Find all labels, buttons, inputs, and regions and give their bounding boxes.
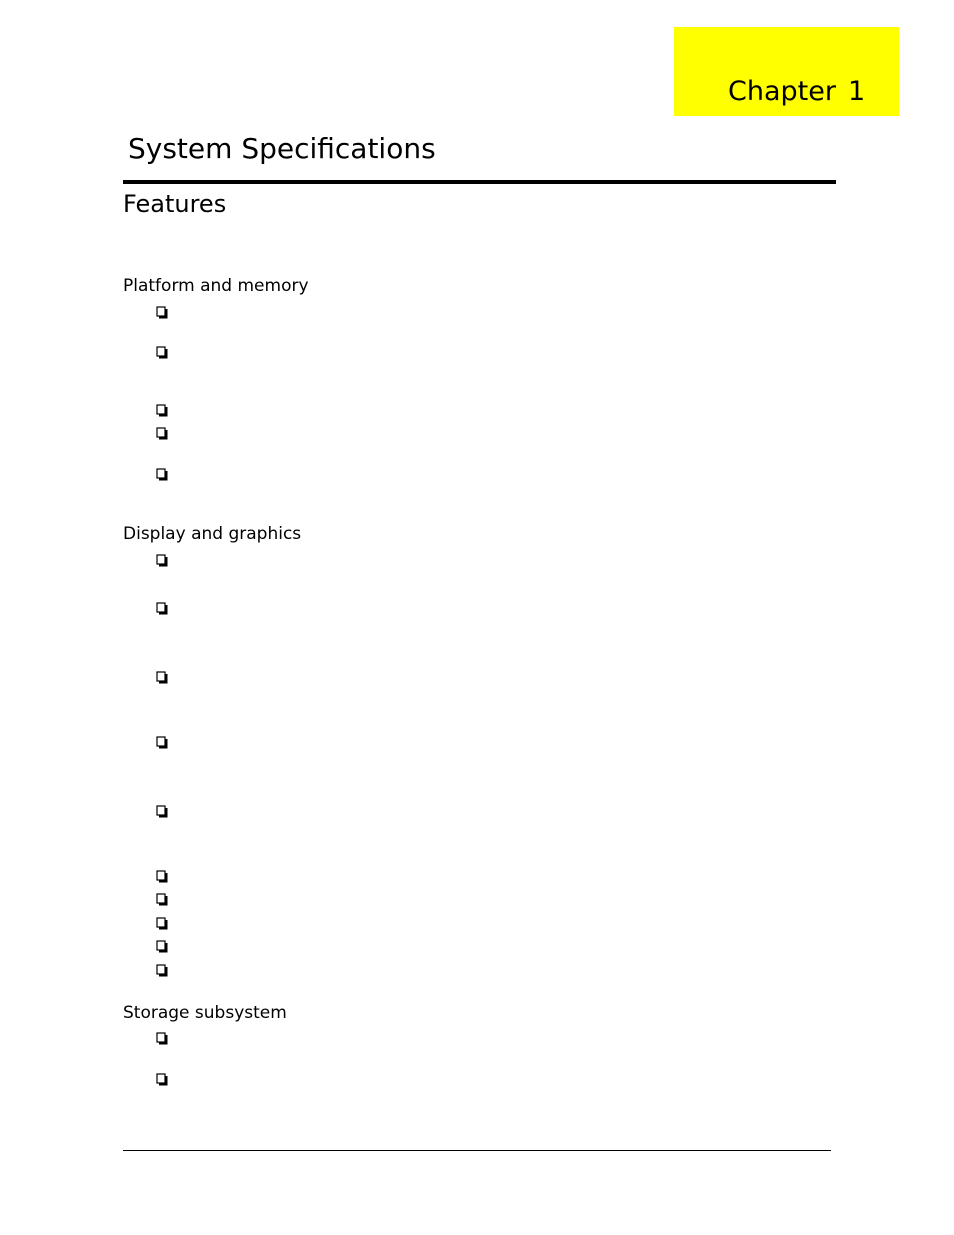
section-heading-features: Features xyxy=(123,190,227,218)
checkbox-bullet-icon xyxy=(156,940,168,954)
footer-rule xyxy=(123,1150,831,1151)
checkbox-bullet-icon xyxy=(156,964,168,978)
checkbox-bullet-icon xyxy=(156,346,168,360)
checkbox-bullet-icon xyxy=(156,736,168,750)
checkbox-bullet-icon xyxy=(156,468,168,482)
checkbox-bullet-icon xyxy=(156,805,168,819)
subheading-storage-subsystem: Storage subsystem xyxy=(123,1003,287,1023)
checkbox-bullet-icon xyxy=(156,917,168,931)
checkbox-bullet-icon xyxy=(156,870,168,884)
chapter-number: 1 xyxy=(847,76,866,107)
title-rule xyxy=(123,180,836,184)
checkbox-bullet-icon xyxy=(156,306,168,320)
checkbox-bullet-icon xyxy=(156,671,168,685)
page-title: System Specifications xyxy=(128,132,436,165)
chapter-label xyxy=(728,74,865,110)
checkbox-bullet-icon xyxy=(156,1032,168,1046)
subheading-platform-memory: Platform and memory xyxy=(123,276,309,296)
checkbox-bullet-icon xyxy=(156,427,168,441)
checkbox-bullet-icon xyxy=(156,602,168,616)
checkbox-bullet-icon xyxy=(156,893,168,907)
chapter-word: Chapter xyxy=(728,76,836,107)
subheading-display-graphics: Display and graphics xyxy=(123,524,302,544)
checkbox-bullet-icon xyxy=(156,1073,168,1087)
checkbox-bullet-icon xyxy=(156,404,168,418)
checkbox-bullet-icon xyxy=(156,554,168,568)
